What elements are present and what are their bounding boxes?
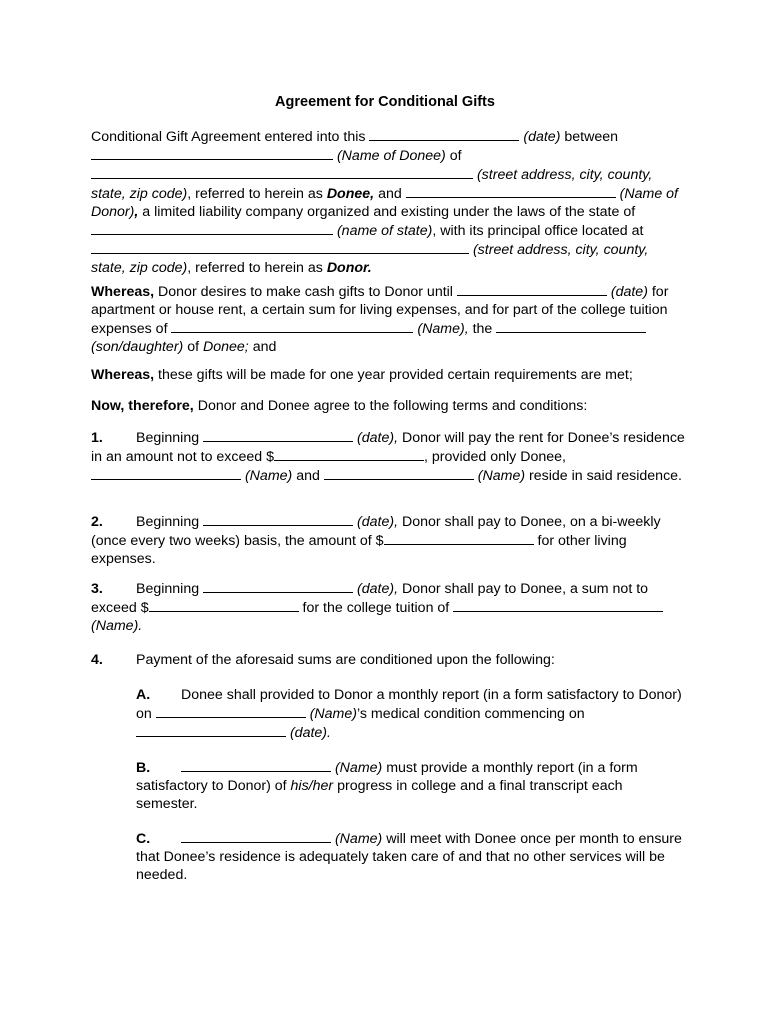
blank-line	[91, 466, 241, 480]
whereas-paragraph-2: Whereas, these gifts will be made for one year provided certain requirements are met;	[91, 367, 633, 383]
term-3: 3. Beginning (date), Donor shall pay to Donee, a sum not to exceed $ for the college tuition of (Name).	[91, 579, 685, 635]
blank-line	[149, 598, 299, 612]
term-2: 2. Beginning (date), Donor shall pay to Donee, on a bi-weekly (once every two weeks) basis, the amount of $ for other living expenses.	[91, 514, 661, 567]
blank-line	[156, 704, 306, 718]
term-1: 1. Beginning (date), Donor will pay the rent for Donee’s residence in an amount not to exceed $ , provided only Donee, (Name) and (Name) reside in said residence.	[91, 430, 685, 484]
blank-line	[453, 598, 663, 612]
blank-line	[457, 282, 607, 296]
blank-line	[181, 758, 331, 772]
condition-c: C. (Name) will meet with Donee once per month to ensure that Donee’s residence is adequately taken care of and that no other services will be needed.	[136, 831, 682, 883]
blank-line	[203, 579, 353, 593]
document-title: Agreement for Conditional Gifts	[275, 94, 495, 110]
blank-line	[384, 531, 534, 545]
blank-line	[496, 319, 646, 333]
term-4: 4. Payment of the aforesaid sums are conditioned upon the following:	[91, 652, 555, 668]
blank-line	[91, 146, 333, 160]
condition-a: A. Donee shall provided to Donor a monthly report (in a form satisfactory to Donor) on (Name)’s medical condition commencing on (date).	[136, 687, 682, 741]
blank-line	[171, 319, 413, 333]
blank-line	[369, 127, 519, 141]
blank-line	[91, 240, 469, 254]
intro-paragraph: Conditional Gift Agreement entered into this (date) between (Name of Donee) of (street address, city, county, state, zip code), referred to herein as Donee, and (Name of Donor), a limited liability company organized and existing under the laws of the state of (name of state), with its principal office located at (street address, city, county, state, zip code), referred to herein as Donor.	[91, 129, 678, 276]
condition-b: B. (Name) must provide a monthly report (in a form satisfactory to Donor) of his/her progress in college and a final transcript each semester.	[136, 760, 638, 812]
blank-line	[91, 165, 473, 179]
whereas-paragraph-1: Whereas, Donor desires to make cash gifts to Donor until (date) for apartment or house rent, a certain sum for living expenses, and for part of the college tuition expenses of (Name), the (son/daughter) of Donee; and	[91, 284, 669, 355]
blank-line	[91, 221, 333, 235]
blank-line	[406, 184, 616, 198]
blank-line	[181, 829, 331, 843]
blank-line	[203, 512, 353, 526]
blank-line	[136, 723, 286, 737]
blank-line	[324, 466, 474, 480]
blank-line	[203, 428, 353, 442]
blank-line	[274, 447, 424, 461]
now-therefore-paragraph: Now, therefore, Donor and Donee agree to the following terms and conditions:	[91, 398, 588, 414]
